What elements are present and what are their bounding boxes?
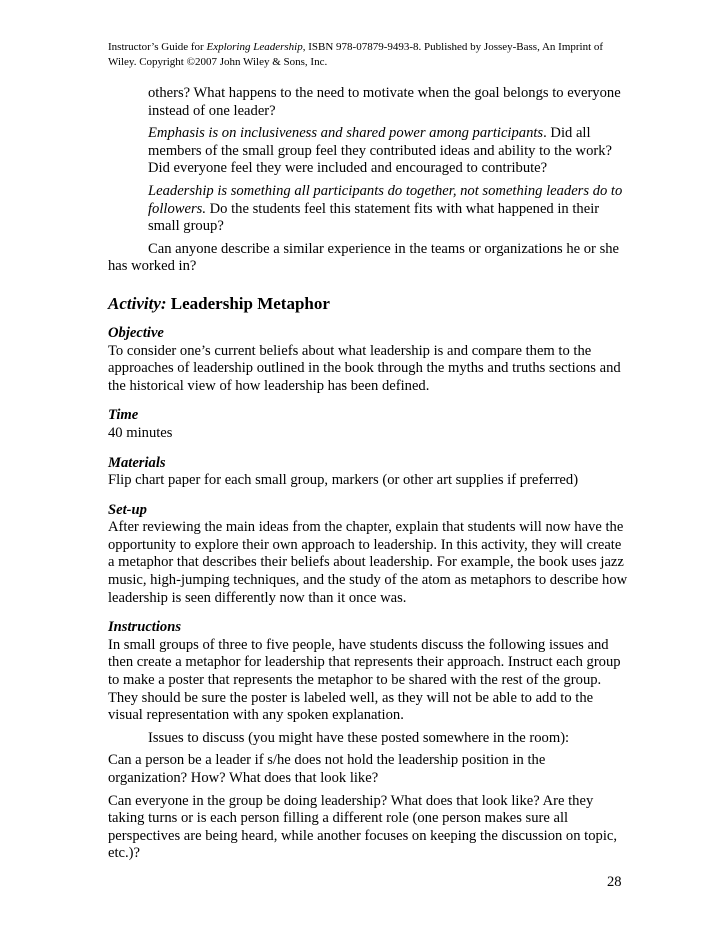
activity-label: Activity: [108,293,167,313]
time-section [108,407,628,442]
section-text: 40 minutes [108,424,173,441]
section-title: Set-up [108,501,147,518]
materials-section [108,455,628,490]
header-prefix: Instructor’s Guide for [108,41,207,53]
paragraph-text: . Did all members of the small group feel they contributed ideas and ability to the work? Did everyone feel they were included and encouraged to contribute? [148,125,613,177]
emphasis-text: Emphasis is on inclusiveness and shared power among participants [148,125,544,142]
emphasis-text: Leadership is something all participants do together, not something leaders do to followers. [148,182,623,217]
header-rest: , ISBN 978-07879-9493-8. Published by Jossey-Bass, An Imprint of Wiley. Copyright ©2007 John Wiley & Sons, Inc. [108,41,604,68]
section-text: After reviewing the main ideas from the chapter, explain that students will now have the opportunity to explore their own approach to leadership. In this activity, they will create a metaphor that describes their beliefs about leadership. For example, the book uses jazz music, high-jumping techniques, and the study of the atom as metaphors to describe how leadership is seen differently now than it once was. [108,519,628,606]
continued-paragraph-3 [148,183,628,236]
issue-question: Can a person be a leader if s/he does not hold the leadership position in the organization? How? What does that look like? [108,752,546,786]
instructions-section [108,619,628,725]
section-text: To consider one’s current beliefs about what leadership is and compare them to the approaches of leadership outlined in the book through the myths and truths sections and the historical view of how leadership has been defined. [108,342,621,394]
issues-list [108,730,628,863]
section-text: Flip chart paper for each small group, markers (or other art supplies if preferred) [108,472,579,489]
objective-section [108,325,628,395]
page-number: 28 [607,874,622,890]
page-header [108,40,628,70]
section-title: Instructions [108,619,182,636]
page-body [108,85,628,868]
continued-paragraph-4: Can anyone describe a similar experience in the teams or organizations he or she has worked in? [108,240,620,275]
issue-question: Can everyone in the group be doing leadership? What does that look like? Are they taking turns or is each person filling a different role (one person makes sure all perspectives are being heard, while another focuses on keeping the discussion on topic, etc.)? [108,792,618,862]
activity-heading [108,293,628,314]
header-book-title: Exploring Leadership [206,41,303,53]
section-text: In small groups of three to five people, have students discuss the following issues and then create a metaphor for leadership that represents their approach. Instruct each group to make a poster that represents the metaphor to be shared with the rest of the group. They should be sure the poster is labeled well, as they will not be able to add to the visual representation with any spoken explanation. [108,636,621,724]
setup-section [108,502,628,608]
issues-intro: Issues to discuss (you might have these posted somewhere in the room): [148,729,570,746]
paragraph-text: Do the students feel this statement fits with what happened in their small group? [148,200,600,235]
continued-list [108,85,628,236]
activity-title: Leadership Metaphor [166,293,330,313]
section-title: Time [108,407,139,424]
continued-paragraph-2 [148,125,628,178]
section-title: Objective [108,324,164,341]
section-title: Materials [108,454,166,471]
continued-paragraph-1: others? What happens to the need to motivate when the goal belongs to everyone instead of one leader? [148,85,621,119]
